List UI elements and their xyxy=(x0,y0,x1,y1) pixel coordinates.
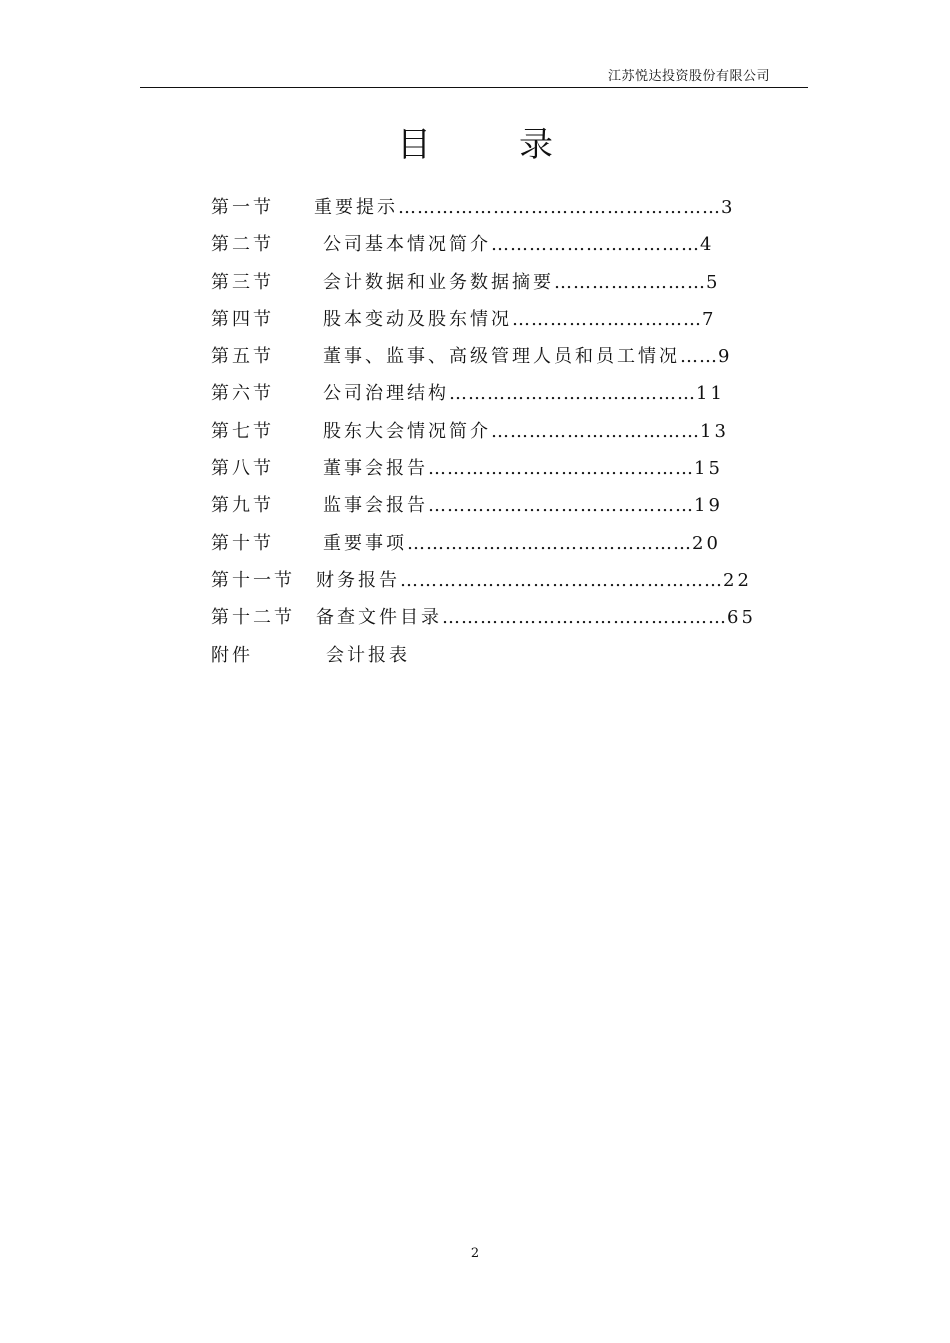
toc-page-number: 20 xyxy=(692,532,721,554)
toc-dot-leader: …………………………………… xyxy=(428,495,694,517)
toc-page-number: 19 xyxy=(694,495,723,517)
toc-page-number: 9 xyxy=(718,346,733,368)
toc-entry-text xyxy=(314,196,735,220)
toc-entry-title: 备查文件目录 xyxy=(316,607,442,629)
toc-entry-title: 股本变动及股东情况 xyxy=(323,308,512,330)
toc-section-label: 第六节 xyxy=(211,383,274,405)
toc-entry-text xyxy=(323,308,716,332)
toc-entry-title: 重要提示 xyxy=(314,197,398,218)
toc-entry-title: 财务报告 xyxy=(316,569,400,591)
toc-section-label: 第九节 xyxy=(211,495,274,517)
toc-dot-leader: …………………… xyxy=(554,271,706,293)
toc-section-label: 第一节 xyxy=(211,197,274,218)
toc-entry-text xyxy=(323,345,732,369)
toc-page-number: 11 xyxy=(696,383,725,405)
toc-section-label: 第十二节 xyxy=(211,607,295,629)
toc-section-label: 第五节 xyxy=(211,346,274,368)
toc-entry-1[interactable] xyxy=(211,196,771,233)
toc-entry-12[interactable] xyxy=(211,606,771,643)
toc-section-label: 第十节 xyxy=(211,532,274,554)
toc-entry-4[interactable] xyxy=(211,308,771,345)
toc-page-number: 65 xyxy=(727,607,756,629)
toc-dot-leader: ……………………………………… xyxy=(442,607,727,629)
toc-dot-leader: …………………………… xyxy=(491,234,700,256)
toc-page-number: 22 xyxy=(723,569,752,591)
toc-entry-5[interactable] xyxy=(211,345,771,382)
toc-page-number: 3 xyxy=(721,197,736,218)
toc-entry-11[interactable] xyxy=(211,569,771,606)
toc-dot-leader: …………………………… xyxy=(491,420,700,442)
toc-entry-text xyxy=(316,569,752,593)
toc-entry-title: 股东大会情况简介 xyxy=(323,420,491,442)
toc-page-number: 7 xyxy=(702,308,717,330)
toc-dot-leader: ……………………………………… xyxy=(407,532,692,554)
toc-dot-leader: …………………………………………… xyxy=(398,197,721,218)
header-divider xyxy=(140,87,808,88)
toc-entry-9[interactable] xyxy=(211,494,771,531)
toc-entry-text xyxy=(323,271,720,295)
page-number: 2 xyxy=(470,1246,480,1261)
toc-page-number: 5 xyxy=(706,271,721,293)
toc-entry-13[interactable] xyxy=(211,644,771,681)
toc-section-label: 第十一节 xyxy=(211,569,295,591)
toc-entry-text xyxy=(323,457,723,481)
toc-section-label: 第四节 xyxy=(211,308,274,330)
header-company-name: 江苏悦达投资股份有限公司 xyxy=(607,69,770,84)
toc-entry-text xyxy=(323,494,723,518)
toc-entry-10[interactable] xyxy=(211,532,771,569)
toc-dot-leader: ………………………………… xyxy=(449,383,696,405)
toc-entry-2[interactable] xyxy=(211,233,771,270)
toc-page-number: 15 xyxy=(694,458,723,480)
toc-entry-text xyxy=(323,233,714,257)
toc-entry-text xyxy=(316,606,756,630)
toc-entry-text xyxy=(323,420,729,444)
toc-dot-leader: …………………………………… xyxy=(428,458,694,480)
toc-entry-text xyxy=(323,382,725,406)
toc-page-number: 4 xyxy=(700,234,715,256)
toc-entry-title: 重要事项 xyxy=(323,532,407,554)
toc-entry-6[interactable] xyxy=(211,382,771,419)
toc-entry-text xyxy=(326,644,410,668)
toc-page-number: 13 xyxy=(700,420,729,442)
toc-entry-text xyxy=(323,532,721,556)
toc-dot-leader: …… xyxy=(680,346,718,368)
toc-entry-title: 会计报表 xyxy=(326,644,410,666)
toc-entry-title: 公司基本情况简介 xyxy=(323,234,491,256)
toc-entry-title: 公司治理结构 xyxy=(323,383,449,405)
toc-heading: 目录 xyxy=(397,125,641,165)
toc-section-label: 附件 xyxy=(211,644,253,666)
toc-entry-title: 会计数据和业务数据摘要 xyxy=(323,271,554,293)
toc-entry-7[interactable] xyxy=(211,420,771,457)
toc-dot-leader: …………………………………………… xyxy=(400,569,723,591)
toc-section-label: 第八节 xyxy=(211,458,274,480)
toc-entry-title: 董事会报告 xyxy=(323,458,428,480)
toc-section-label: 第三节 xyxy=(211,271,274,293)
toc-entry-3[interactable] xyxy=(211,271,771,308)
toc-dot-leader: ………………………… xyxy=(512,308,702,330)
toc-entry-title: 监事会报告 xyxy=(323,495,428,517)
table-of-contents xyxy=(211,196,771,681)
toc-entry-title: 董事、监事、高级管理人员和员工情况 xyxy=(323,346,680,368)
toc-section-label: 第七节 xyxy=(211,420,274,442)
toc-section-label: 第二节 xyxy=(211,234,274,256)
toc-entry-8[interactable] xyxy=(211,457,771,494)
